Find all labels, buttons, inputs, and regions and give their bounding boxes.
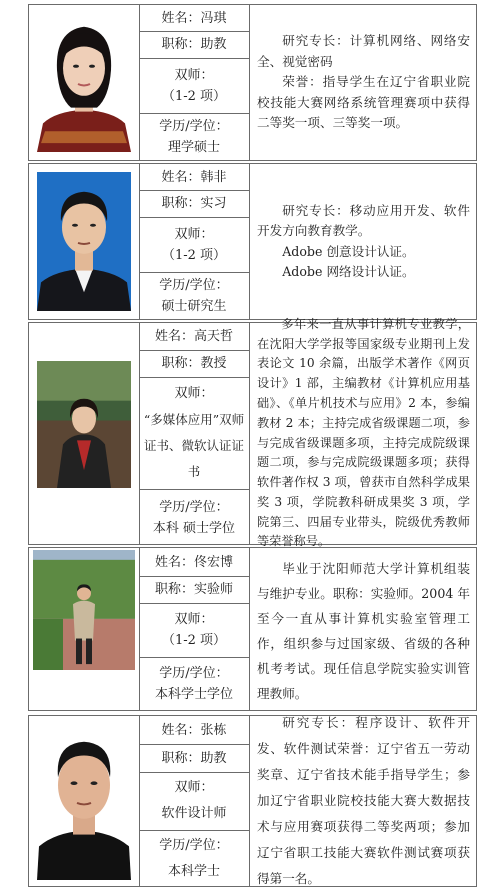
description-paragraph: Adobe 网络设计认证。	[282, 264, 415, 279]
name-cell	[139, 5, 249, 32]
dual-cell	[139, 217, 249, 273]
name-cell	[139, 164, 249, 191]
title-cell	[139, 350, 249, 378]
degree-value: 本科 硕士学位	[152, 520, 236, 536]
title-cell	[139, 190, 249, 218]
dual-value: （1-2 项）	[161, 88, 227, 104]
title-cell	[139, 31, 249, 59]
info-column	[139, 323, 250, 544]
staff-name: 姓名：高天哲	[154, 329, 233, 344]
title-cell	[139, 744, 249, 773]
staff-title: 职称：实习	[161, 196, 227, 211]
portrait-photo	[37, 172, 131, 311]
description-cell	[249, 164, 476, 319]
photo-cell	[29, 164, 140, 319]
degree-label: 学历/学位：	[159, 119, 229, 134]
name-cell	[139, 323, 249, 351]
description-paragraph: 毕业于沈阳师范大学计算机组装与维护专业。职称：实验师。2004 年至今一直从事计算机实验室管理工作，组织参与过国家级、省级的各种机考考试。现任信息学院实验实训管理教师。	[257, 561, 470, 701]
photo-cell	[29, 716, 140, 886]
dual-label: 双师：	[174, 226, 214, 242]
degree-cell	[139, 113, 249, 161]
degree-cell	[139, 657, 249, 711]
photo-cell	[29, 5, 140, 160]
degree-label: 学历/学位：	[159, 499, 229, 515]
photo-cell	[29, 323, 140, 544]
portrait-photo	[37, 720, 131, 880]
dual-label: 双师：	[174, 67, 214, 83]
dual-value: 软件设计师	[161, 806, 227, 821]
info-column	[139, 5, 250, 160]
degree-cell	[139, 272, 249, 320]
dual-label: 双师：	[174, 386, 214, 401]
staff-card-4	[28, 547, 477, 711]
degree-label: 学历/学位：	[159, 278, 229, 293]
name-cell	[139, 716, 249, 745]
description-paragraph: 多年来一直从事计算机专业教学，在沈阳大学学报等国家级专业期刊上发表论文 10 余篇，出版学术著作《网页设计》1 部，主编教材《计算机应用基础》、《单片机技术与应用》2 本，参编教材 2 本；主持完成省级课题二项，参与完成省级课题多项，主持完成院级课题二项，参与完成院级课题多项；获得软件著作权 3 项，曾获市自然科学成果奖 3 项，学院教科研成果奖 3 项，学院第三、四届专业带头，院级优秀教师等荣誉称号。	[257, 316, 470, 549]
degree-value: 本科学士	[167, 863, 220, 879]
portrait-photo	[37, 361, 131, 488]
dual-value: “多媒体应用”双师证书、微软认证证书	[143, 412, 245, 479]
dual-cell	[139, 772, 249, 831]
staff-title: 职称：助教	[161, 37, 227, 52]
dual-cell	[139, 603, 249, 658]
info-column	[139, 164, 250, 319]
staff-name: 姓名：张栋	[161, 722, 227, 738]
degree-label: 学历/学位：	[159, 837, 229, 853]
info-column	[139, 716, 250, 886]
photo-cell	[29, 548, 140, 710]
description-paragraph: Adobe 创意设计认证。	[282, 243, 415, 259]
staff-title: 职称：实验师	[154, 582, 233, 597]
info-column	[139, 548, 250, 710]
staff-name: 姓名：佟宏博	[154, 554, 233, 570]
staff-card-2	[28, 163, 477, 320]
dual-cell	[139, 58, 249, 114]
description-cell	[249, 5, 476, 160]
degree-cell	[139, 490, 249, 545]
dual-label: 双师：	[174, 612, 214, 627]
staff-title: 职称：教授	[161, 356, 227, 371]
description-cell	[249, 548, 476, 710]
staff-card-5	[28, 715, 477, 887]
degree-value: 理学硕士	[167, 140, 220, 155]
degree-value: 本科学士学位	[154, 687, 233, 702]
description-paragraph: 研究专长：程序设计、软件开发、软件测试荣誉：辽宁省五一劳动奖章、辽宁省技术能手指导学生；参加辽宁省职业院校技能大赛大数据技术与应用赛项获得二等奖两项；参加辽宁省职工技能大赛软件测试赛项获得第一名。	[257, 715, 470, 886]
degree-cell	[139, 830, 249, 887]
degree-label: 学历/学位：	[159, 666, 229, 681]
description-paragraph: 研究专长：计算机网络、网络安全、视觉密码	[257, 33, 470, 69]
portrait-photo	[37, 13, 131, 152]
staff-name: 姓名：冯琪	[161, 10, 227, 26]
dual-value: （1-2 项）	[161, 633, 227, 648]
description-cell	[249, 316, 476, 549]
description-cell	[249, 716, 476, 886]
staff-card-1	[28, 4, 477, 161]
degree-value: 硕士研究生	[161, 299, 227, 314]
name-cell	[139, 548, 249, 577]
description-paragraph: 荣誉：指导学生在辽宁省职业院校技能大赛网络系统管理赛项中获得二等奖一项、三等奖一项。	[257, 74, 470, 131]
dual-label: 双师：	[174, 780, 214, 795]
staff-card-3	[28, 316, 477, 549]
dual-value: （1-2 项）	[161, 247, 227, 263]
staff-name: 姓名：韩非	[161, 169, 227, 185]
description-paragraph: 研究专长：移动应用开发、软件开发方向教育教学。	[257, 202, 470, 238]
dual-cell	[139, 377, 249, 490]
staff-title: 职称：助教	[161, 750, 227, 766]
portrait-photo	[33, 550, 135, 670]
title-cell	[139, 576, 249, 604]
